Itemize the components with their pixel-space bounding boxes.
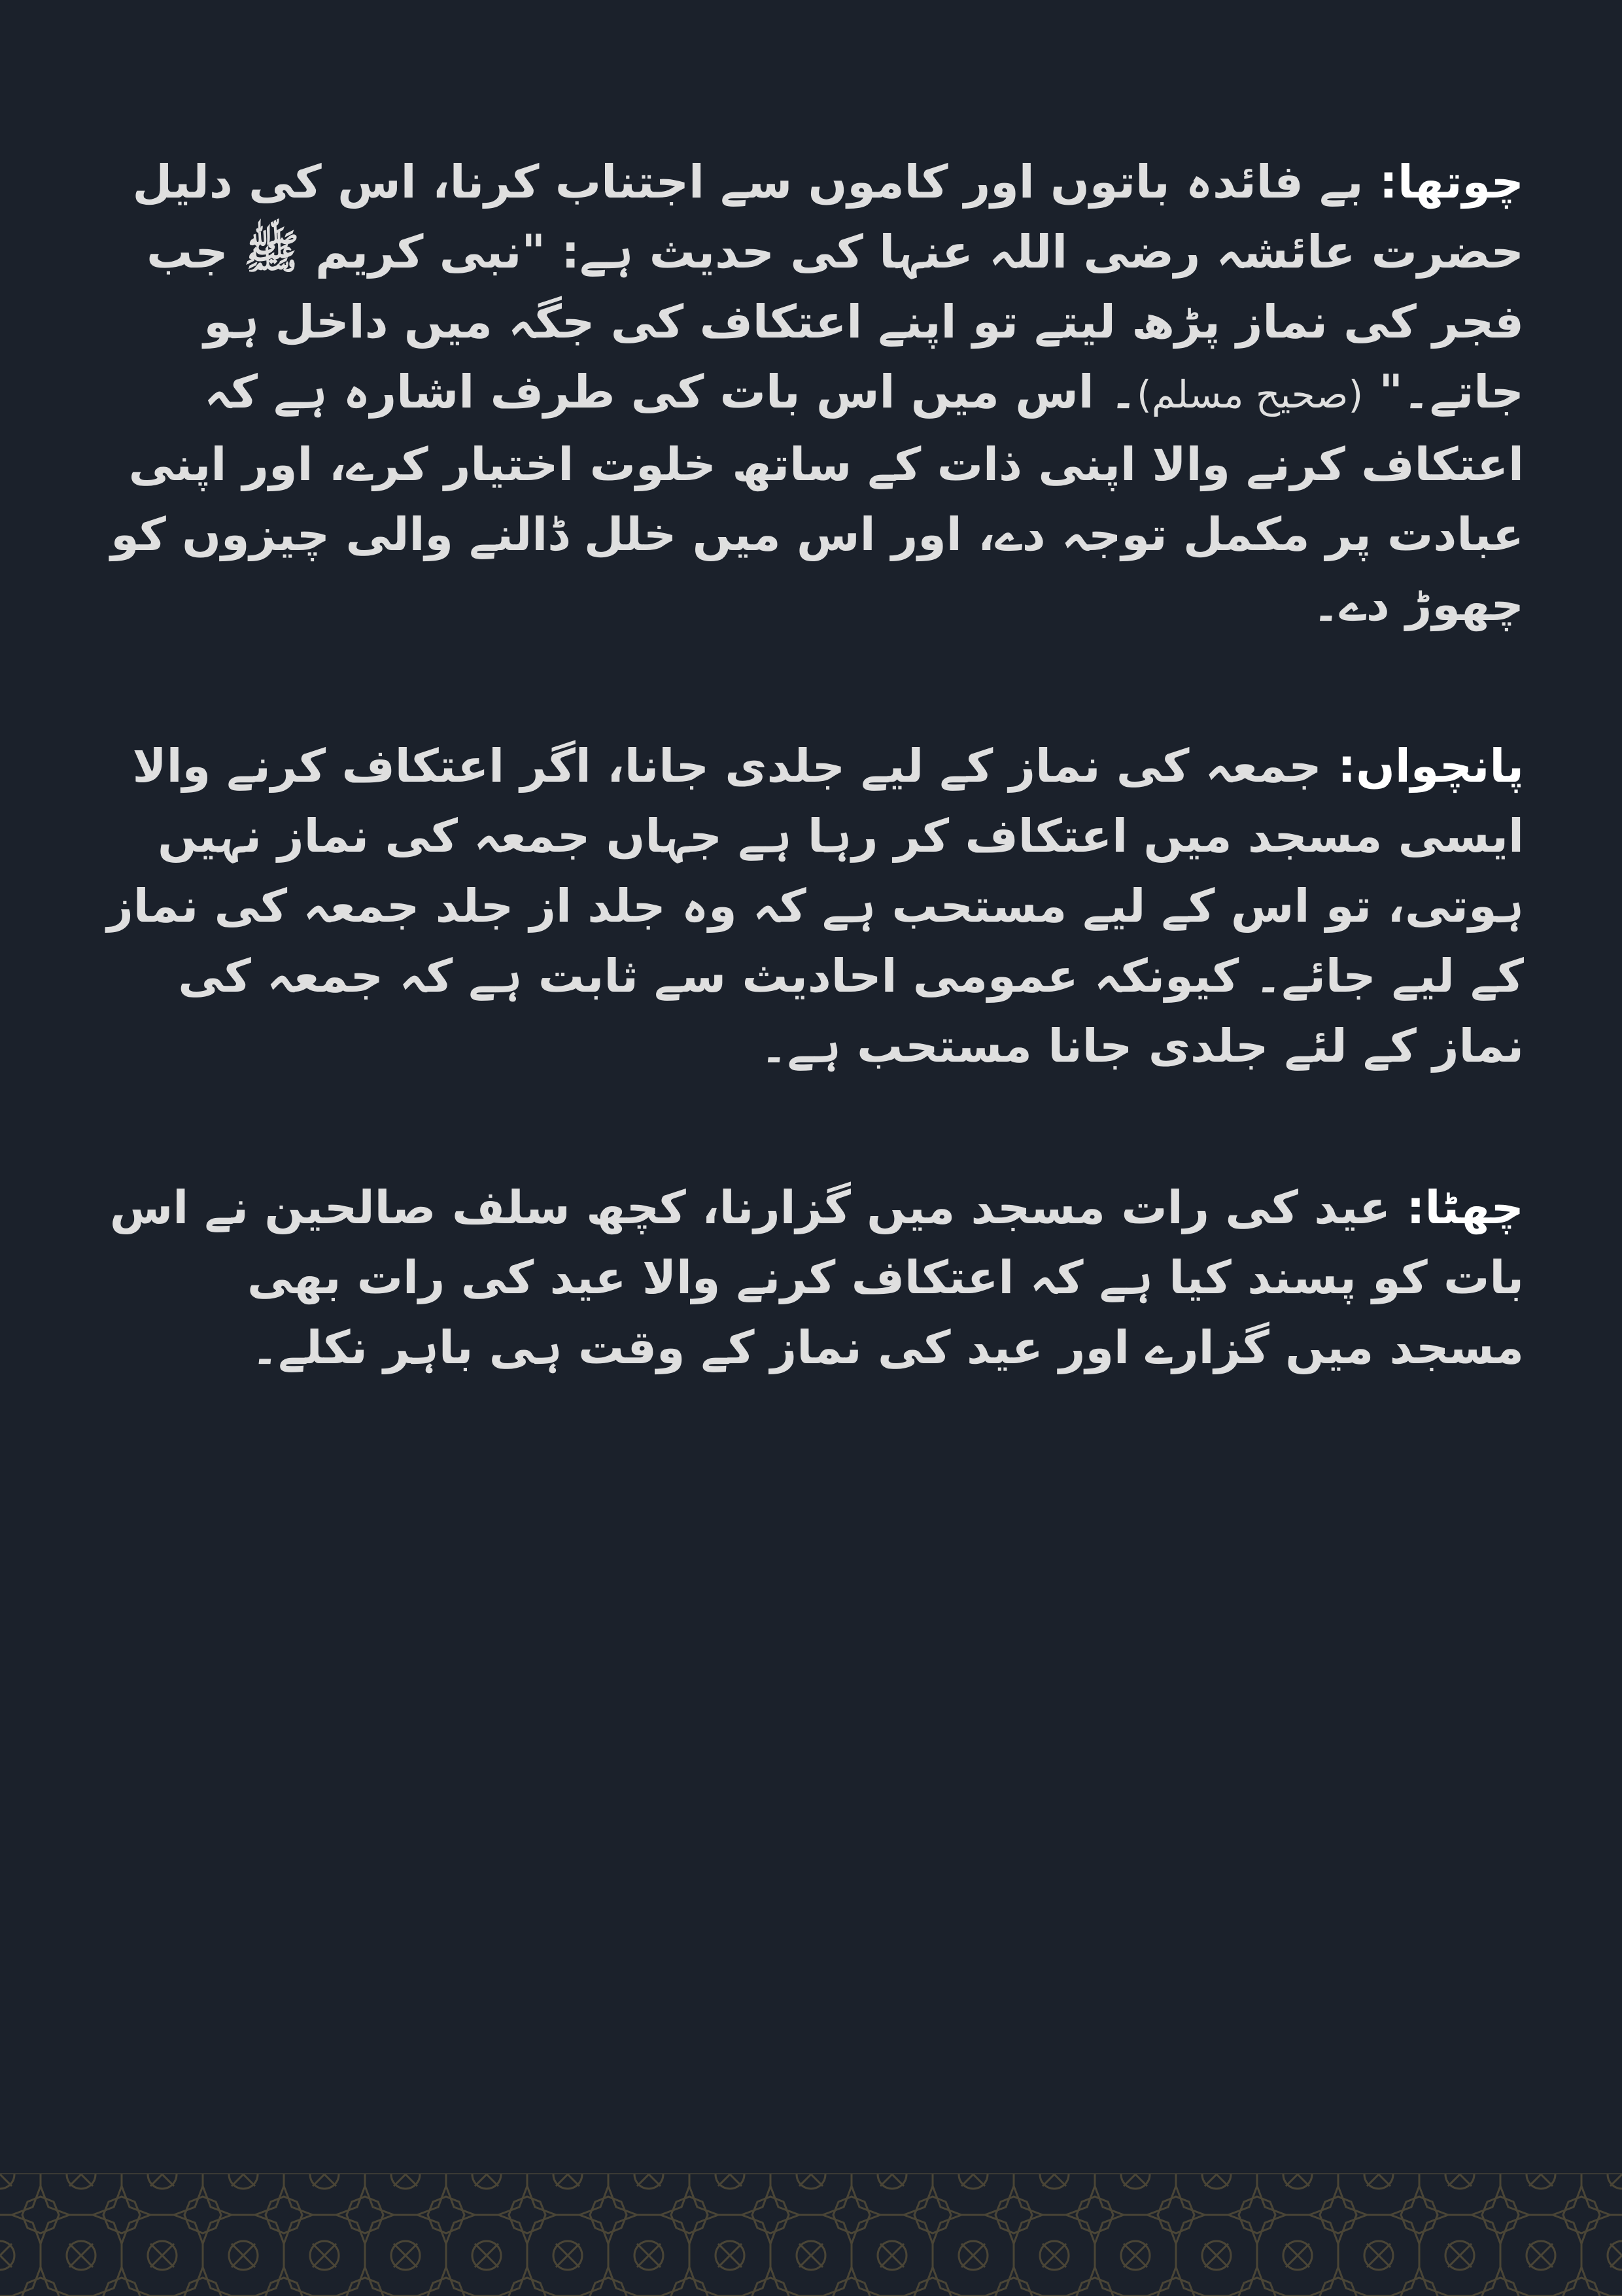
paragraph-lead: چھٹا: — [1406, 1181, 1524, 1234]
paragraph-sixth — [98, 1173, 1524, 1383]
paragraph-lead: چوتھا: — [1379, 155, 1524, 209]
paragraph-lead: پانچواں: — [1337, 739, 1524, 793]
paragraph-text: جمعہ کی نماز کے لیے جلدی جانا، اگر اعتکاف کرنے والا ایسی مسجد میں اعتکاف کر رہا ہے جہاں جمعہ کی نماز نہیں ہوتی، تو اس کے لیے مستحب ہے کہ وہ جلد از جلد جمعہ کی نماز کے لیے جائے۔ کیونکہ عمومی احادیث سے ثابت ہے کہ جمعہ کی نماز کے لئے جلدی جانا مستحب ہے۔ — [107, 739, 1524, 1073]
paragraph-text: عید کی رات مسجد میں گزارنا، کچھ سلف صالحین نے اس بات کو پسند کیا ہے کہ اعتکاف کرنے والا عید کی رات بھی مسجد میں گزارے اور عید کی نماز کے وقت ہی باہر نکلے۔ — [109, 1181, 1524, 1374]
decorative-pattern-band — [0, 2173, 1622, 2296]
paragraph-fourth — [98, 147, 1524, 640]
paragraph-text: بے فائدہ باتوں اور کاموں سے اجتناب کرنا، اس کی دلیل حضرت عائشہ رضی اللہ عنہا کی حدیث ہے: "نبی کریم ﷺ جب فجر کی نماز پڑھ لیتے تو اپنے اعتکاف کی جگہ میں داخل ہو جاتے۔" — [132, 155, 1524, 419]
hadith-reference: (صحیح مسلم) — [1137, 372, 1364, 417]
geometric-pattern-icon — [0, 2174, 1622, 2296]
paragraph-text: ۔ اس میں اس بات کی طرف اشارہ ہے کہ اعتکاف کرنے والا اپنی ذات کے ساتھ خلوت اختیار کرے، اور اپنی عبادت پر مکمل توجہ دے، اور اس میں خلل ڈالنے والی چیزوں کو چھوڑ دے۔ — [111, 365, 1524, 631]
paragraph-fifth — [98, 731, 1524, 1081]
document-body — [98, 147, 1524, 1474]
